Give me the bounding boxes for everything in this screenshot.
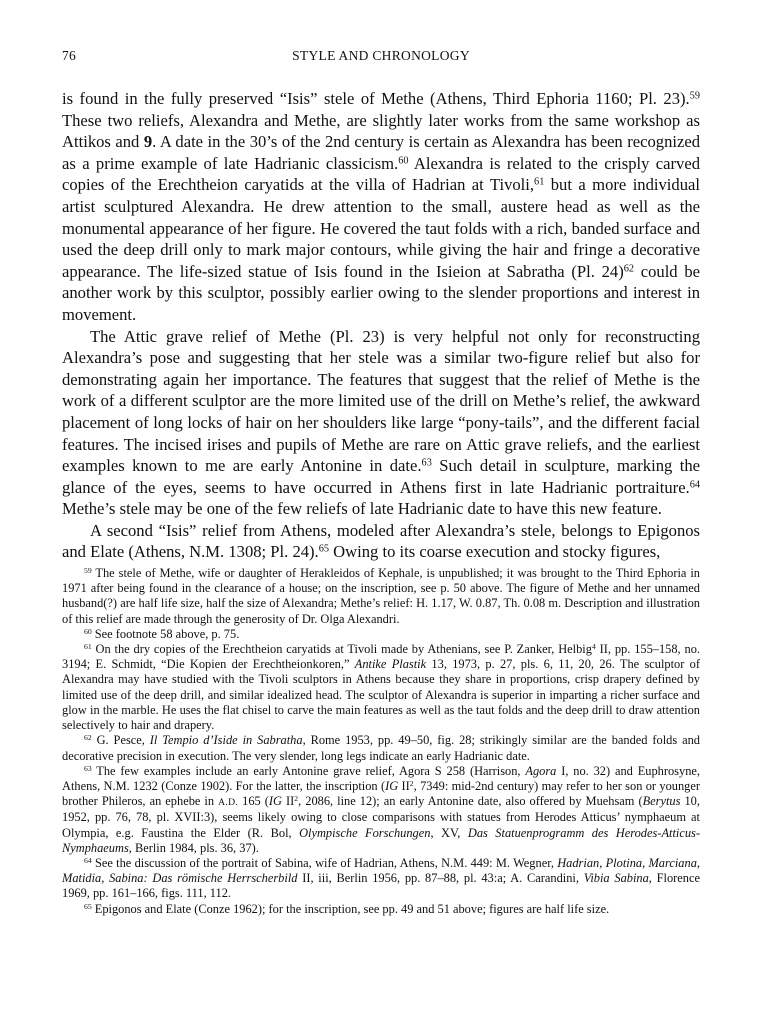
italic-title: Berytus: [642, 794, 681, 809]
footnote-ref: 59: [689, 90, 700, 102]
text-run: , XV,: [430, 825, 468, 840]
footnote: [62, 642, 700, 733]
footnote-ref: 59: [84, 565, 92, 575]
footnote-ref: 4: [591, 641, 596, 651]
text-run: These two reliefs, Alexandra and Methe, are slightly later works from the same workshop as Attikos and: [62, 110, 700, 152]
text-run: , 2086, line 12); an early Antonine date, also offered by Muehsam (: [298, 794, 643, 809]
footnote: [62, 764, 700, 856]
body-paragraph: [62, 88, 700, 326]
text-run: 10, 1952, pp. 76, 78, pl. XVII:3), seems likely owing to close comparisons with statues from Herodes Atticus’ nymphaeum at Olympia, e.g. Faustina the Elder (R. Bol,: [62, 794, 700, 840]
text-run: Owing to its coarse execution and stocky figures,: [329, 542, 661, 562]
footnote-ref: 62: [623, 263, 635, 275]
text-run: A second “Isis” relief from Athens, modeled after Alexandra’s stele, belongs to Epigonos and Elate (Athens, N.M. 1308; Pl. 24).: [62, 520, 700, 562]
footnote-ref: 2: [294, 793, 299, 803]
footnotes: [62, 566, 700, 917]
footnote-ref: 65: [318, 543, 329, 555]
text-run: See the discussion of the portrait of Sabina, wife of Hadrian, Athens, N.M. 449: M. Wegner,: [91, 855, 558, 870]
text-run: II, pp. 155–158, no. 3194; E. Schmidt, “Die Kopien der Erechtheionkoren,”: [62, 642, 700, 672]
text-run: is found in the fully preserved “Isis” stele of Methe (Athens, Third Ephoria 1160; Pl. 23).: [62, 89, 690, 108]
body-paragraph: [62, 520, 700, 563]
text-run: 165 (: [238, 794, 269, 809]
footnote: [62, 627, 700, 642]
text-run: The Attic grave relief of Methe (Pl. 23) is very helpful not only for reconstructing Alexandra’s pose and suggesting that her stele was a similar two-figure relief but also for demonstrating again her importance. The features that suggest that the relief of Methe is the work of a different sculptor are the more limited use of the drill on Methe’s relief, the awkward placement of long locks of hair on her shoulders like large “pony-tails”, and the different facial features. The incised irises and pupils of Methe are rare on Attic grave reliefs, and the earliest examples known to me are early Antonine in date.: [62, 326, 700, 476]
text-run: , Berlin 1984, pls. 36, 37).: [128, 840, 259, 855]
footnote-ref: 65: [84, 901, 92, 911]
text-run: Methe’s stele may be one of the few reliefs of late Hadrianic date to have this new feature.: [62, 499, 662, 519]
small-caps: A.D.: [218, 797, 239, 809]
text-run: Epigonos and Elate (Conze 1962); for the inscription, see pp. 49 and 51 above; figures are half life size.: [91, 901, 610, 916]
footnote: [62, 856, 700, 902]
italic-title: Antike Plastik: [354, 657, 427, 672]
text-run: See footnote 58 above, p. 75.: [91, 626, 240, 641]
bold-ref: 9: [143, 132, 153, 152]
text-run: . A date in the 30’s of the 2nd century is certain as Alexandra has been recognized as a prime example of late Hadrianic classicism.: [62, 132, 701, 173]
footnote-ref: 64: [689, 479, 700, 491]
footnote-ref: 60: [398, 155, 409, 167]
italic-title: Vibia Sabina: [583, 871, 649, 886]
text-run: The few examples include an early Antonine grave relief, Agora S 258 (Harrison,: [91, 763, 526, 778]
footnote: [62, 566, 700, 627]
italic-title: Il Tempio d’Iside in Sabratha: [149, 733, 303, 748]
text-run: II, iii, Berlin 1956, pp. 87–88, pl. 43:a; A. Carandini,: [297, 871, 584, 886]
text-run: , Rome 1953, pp. 49–50, fig. 28; strikingly similar are the banded folds and decorative precision in execution. The very slender, long legs indicate an early Hadrianic date.: [62, 733, 700, 763]
text-run: The stele of Methe, wife or daughter of Herakleidos of Kephale, is unpublished; it was brought to the Third Ephoria in 1971 after being found in the clearance of a house; on the inscription, see p. 50 above. The figure of Methe and her unnamed husband(?) are half life size, half the size of Alexandra; Methe’s relief: H. 1.17, W. 0.87, Th. 0.08 m. Description and illustration of this relief are made through the generosity of Dr. Olga Alexandri.: [62, 566, 700, 626]
text-run: On the dry copies of the Erechtheion caryatids at Tivoli made by Athenians, see P. Zanker, Helbig: [91, 642, 592, 657]
text-run: , Florence 1969, pp. 161–166, figs. 111, 112.: [62, 871, 700, 901]
italic-title: Olympische Forschungen: [299, 825, 431, 840]
footnote-ref: 63: [421, 457, 432, 469]
italic-title: Das Statuenprogramm des Herodes-Atticus-Nymphaeums: [62, 825, 700, 855]
text-run: G. Pesce,: [91, 733, 150, 748]
text-run: could be another work by this sculptor, possibly earlier owing to the slender proportions and interest in movement.: [62, 261, 700, 324]
text-run: Such detail in sculpture, marking the glance of the eyes, seems to have occurred in Athens first in late Hadrianic portraiture.: [62, 456, 701, 497]
text-run: but a more individual artist sculptured Alexandra. He drew attention to the small, austere head as well as the monumental appearance of her figure. He covered the taut folds with a rich, banded surface and used the deep drill only to mark major contours, while giving the hair and fringe a decorative appearance. The life-sized statue of Isis found in the Isieion at Sabratha (Pl. 24): [62, 175, 700, 281]
running-title: STYLE AND CHRONOLOGY: [292, 48, 470, 63]
text-run: II: [398, 778, 410, 793]
page: [62, 48, 700, 917]
footnote-ref: 61: [84, 641, 92, 651]
body-paragraph: [62, 326, 700, 520]
footnote-ref: 61: [534, 176, 545, 188]
italic-title: IG: [385, 778, 399, 793]
text-run: Alexandra is related to the crisply carved copies of the Erechtheion caryatids at the villa of Hadrian at Tivoli,: [62, 153, 700, 195]
footnote-ref: 64: [84, 855, 92, 865]
footnote-ref: 62: [84, 733, 92, 743]
footnote-ref: 2: [409, 778, 414, 788]
text-run: I, no. 32) and Euphrosyne, Athens, N.M. 1232 (Conze 1902). For the latter, the inscription (: [62, 763, 700, 793]
page-number: 76: [62, 48, 77, 63]
text-run: 13, 1973, p. 27, pls. 6, 11, 20, 26. The sculptor of Alexandra may have studied with the Tivoli sculptors in Athens because they share in proportions, crisp drapery defined by limited use of the deep drill, and similar idealized head. The sculptor of Alexandra is superior in imparting a richer surface and glow in the marble. He uses the flat chisel to carve the main features as well as the taut folds and the deep drill to draw attention selectively to hair and drapery.: [62, 657, 700, 733]
italic-title: IG: [268, 794, 282, 809]
text-run: , 7349: mid-2nd century) may refer to her son or younger brother Phileros, an ephebe in: [62, 778, 701, 809]
footnote: [62, 902, 700, 917]
text-run: II: [281, 794, 295, 809]
body-text: [62, 88, 700, 563]
footnote: [62, 733, 700, 763]
running-header: [62, 48, 700, 70]
italic-title: Hadrian, Plotina, Marciana, Matidia, Sabina: Das römische Herrscherbild: [62, 855, 700, 886]
italic-title: Agora: [525, 763, 557, 778]
footnote-ref: 63: [84, 763, 92, 773]
footnote-ref: 60: [84, 626, 92, 636]
